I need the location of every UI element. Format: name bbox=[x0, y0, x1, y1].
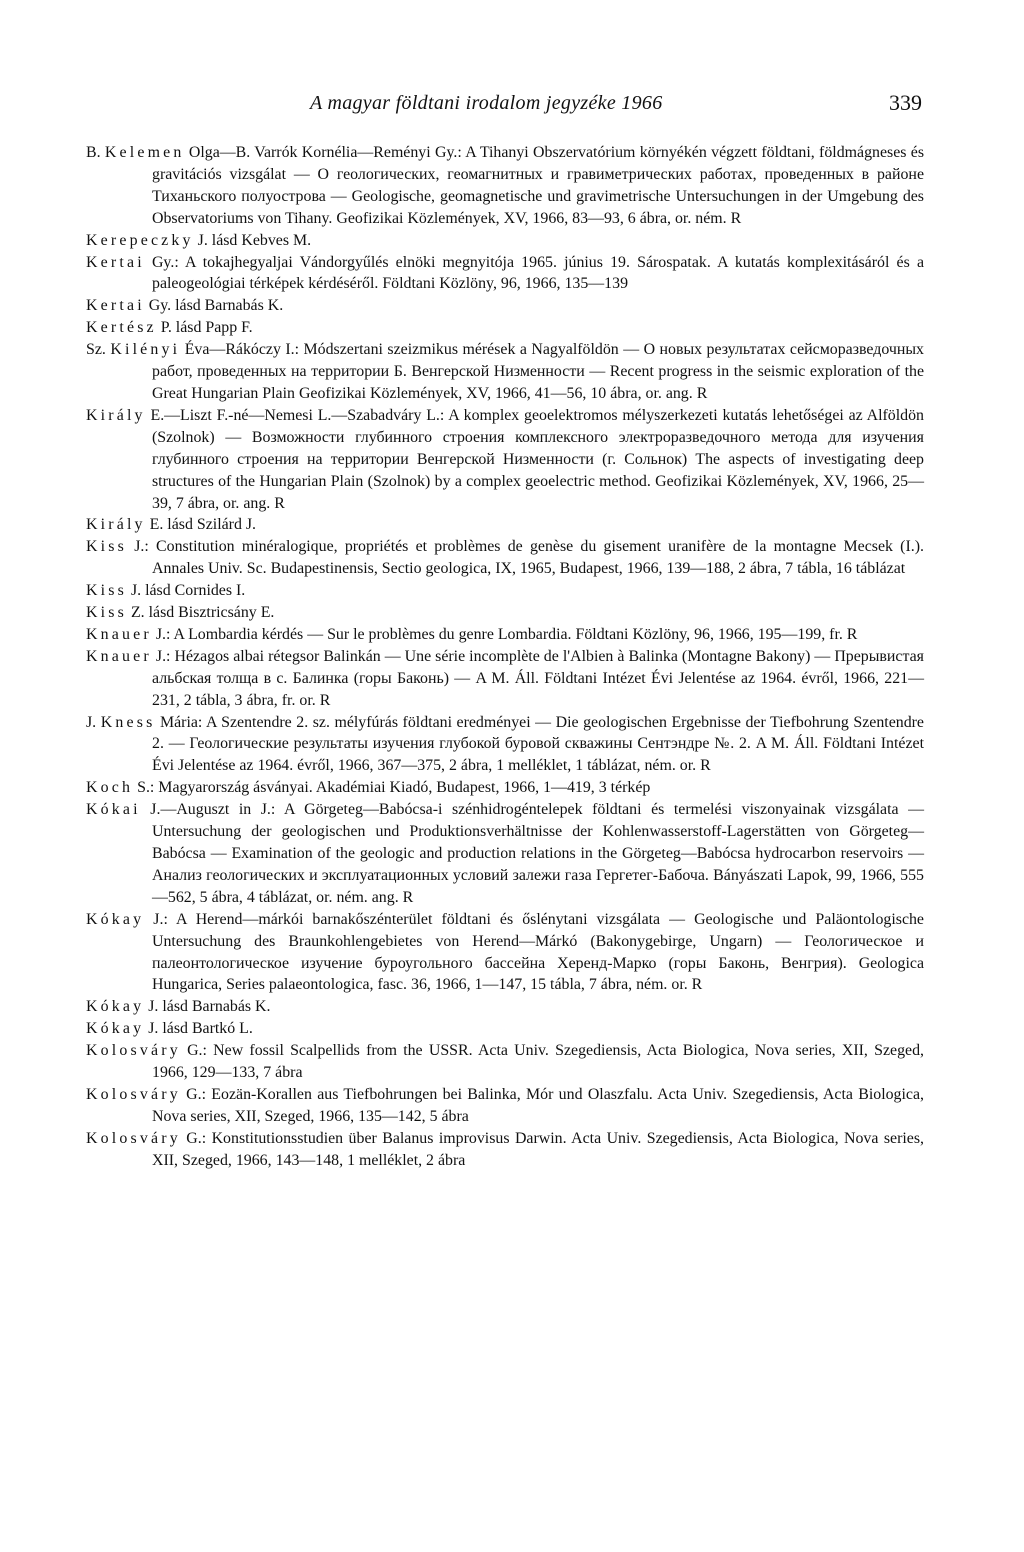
entry-author: Kelemen bbox=[104, 144, 185, 161]
bibliography-entry bbox=[86, 295, 924, 317]
bibliography-entry bbox=[86, 536, 924, 580]
entry-text: J. lásd Barnabás K. bbox=[144, 998, 271, 1016]
bibliography-entry bbox=[86, 646, 924, 712]
entry-prefix: J. bbox=[86, 713, 101, 731]
entry-text: J. lásd Kebves M. bbox=[193, 231, 312, 249]
entry-author: Kilényi bbox=[110, 341, 181, 359]
entry-author: Kolosváry bbox=[86, 1085, 181, 1103]
entry-author: Kiss bbox=[86, 582, 127, 600]
entry-author: Knauer bbox=[86, 647, 152, 665]
entry-text: Mária: A Szentendre 2. sz. mélyfúrás földtani eredményei — Die geologischen Ergebnisse der Tiefbohrung Szentendre 2. — Геологические результаты изучения глубокой буровой скважины Сентэндре №. 2. A M. Áll. Földtani Intézet Évi Jelentése az 1964. évről, 1966, 367—375, 2 ábra, 1 melléklet, 1 táblázat, ném. or. R bbox=[152, 713, 924, 775]
bibliography-entry bbox=[86, 1084, 924, 1128]
entry-author: Kertész bbox=[86, 319, 157, 337]
bibliography-entry bbox=[86, 514, 924, 536]
bibliography-entry bbox=[86, 624, 924, 646]
entry-text: Olga—B. Varrók Kornélia—Reményi Gy.: A Tihanyi Obszervatórium környékén végzett földtani, földmágneses és gravitációs vizsgálat — О геологических, геомагнитных и гравиметрических работах, проведенных в районе Тиханьского полуострова — Geologische, geomagnetische und gravimetrische Untersuchungen in der Umgebung des Observatoriums von Tihany. Geofizikai Közlemények, XV, 1966, 83—93, 6 ábra, or. ném. R bbox=[152, 144, 924, 227]
bibliography-entry bbox=[86, 996, 924, 1018]
entry-author: Kókai bbox=[86, 801, 141, 819]
entry-author: Kerepeczky bbox=[86, 231, 194, 249]
bibliography-entry bbox=[86, 252, 924, 296]
entry-text: Z. lásd Bisztricsány E. bbox=[126, 604, 275, 622]
entry-author: Kness bbox=[100, 713, 156, 731]
bibliography-entry bbox=[86, 580, 924, 602]
entry-author: Kiss bbox=[86, 604, 127, 622]
bibliography-entries bbox=[86, 142, 924, 1172]
entry-prefix: Sz. bbox=[86, 341, 111, 359]
bibliography-entry bbox=[86, 317, 924, 339]
entry-author: Kókay bbox=[86, 910, 145, 928]
entry-author: Knauer bbox=[86, 625, 152, 643]
entry-text: J.: A Lombardia kérdés — Sur le problèmes du genre Lombardia. Földtani Közlöny, 96, 1966, 195—199, fr. R bbox=[151, 625, 858, 643]
bibliography-entry bbox=[86, 142, 924, 230]
page-number: 339 bbox=[889, 90, 922, 115]
entry-text: J.: A Herend—márkói barnakőszénterület földtani és őslénytani vizsgálata — Geologische und Paläontologische Untersuchung des Braunkohlengebietes von Herend—Márkó (Bakonygebirge, Ungarn) — Геологическое и палеонтологическое изучение буроугольного бассейна Херенд-Марко (горы Баконь, Венгрия). Geologica Hungarica, Series palaeontologica, fasc. 36, 1966, 1—147, 15 tábla, 7 ábra, ném. or. R bbox=[144, 910, 924, 994]
bibliography-entry bbox=[86, 712, 924, 778]
entry-text: G.: New fossil Scalpellids from the USSR. Acta Univ. Szegediensis, Acta Biologica, Nova series, XII, Szeged, 1966, 129—133, 7 ábra bbox=[152, 1042, 924, 1082]
entry-author: Kolosváry bbox=[86, 1129, 181, 1147]
entry-text: Gy. lásd Barnabás K. bbox=[144, 297, 284, 315]
entry-text: J.—Auguszt in J.: A Görgeteg—Babócsa-i szénhidrogéntelepek földtani és termelési viszonyainak vizsgálata — Untersuchung der geologischen und Produktionsverhältnisse der Kohlenwasserstoff-Lagerstätten von Görgeteg—Babócsa — Examination of the geologic and production relations in the Görgeteg—Babócsa hydrocarbon reservoirs — Анализ геологических и эксплуатационных условий залежи газа Гергетег-Бабоча. Bányászati Lapok, 99, 1966, 555—562, 5 ábra, 4 táblázat, or. ném. ang. R bbox=[140, 801, 924, 906]
bibliography-entry bbox=[86, 799, 924, 909]
entry-author: Kiss bbox=[86, 538, 127, 556]
entry-text: J.: Hézagos albai rétegsor Balinkán — Une série incomplète de l'Albien à Balinka (Montagne Bakony) — Прерывистая альбская толща в с. Балинка (горы Баконь) — A M. Áll. Földtani Intézet Évi Jelentése az 1964. évről, 1966, 221—231, 2 tábla, 3 ábra, fr. or. R bbox=[151, 647, 924, 709]
bibliography-entry bbox=[86, 339, 924, 405]
entry-author: Koch bbox=[86, 779, 134, 797]
entry-author: Kolosváry bbox=[86, 1042, 181, 1060]
entry-text: P. lásd Papp F. bbox=[156, 319, 253, 337]
entry-author: Király bbox=[86, 516, 146, 534]
running-title: A magyar földtani irodalom jegyzéke 1966 bbox=[310, 92, 663, 114]
bibliography-entry bbox=[86, 1018, 924, 1040]
entry-text: Éva—Rákóczy I.: Módszertani szeizmikus mérések a Nagyalföldön — О новых результатах сейсморазведочных работ, проведенных на территории Б. Венгерской Низменности — Recent progress in the seismic exploration of the Great Hungarian Plain Geofizikai Közlemények, XV, 1966, 41—56, 10 ábra, or. ang. R bbox=[152, 341, 924, 402]
entry-author: Kókay bbox=[86, 998, 145, 1016]
bibliography-entry bbox=[86, 230, 924, 252]
entry-text: G.: Eozän-Korallen aus Tiefbohrungen bei Balinka, Mór und Olaszfalu. Acta Univ. Szegediensis, Acta Biologica, Nova series, XII, Szeged, 1966, 135—142, 5 ábra bbox=[152, 1085, 924, 1125]
entry-text: Gy.: A tokajhegyaljai Vándorgyűlés elnöki megnyitója 1965. június 19. Sárospatak. A kutatás komplexitásáról és a paleogeológiai térképek kérdéséről. Földtani Közlöny, 96, 1966, 135—139 bbox=[144, 253, 924, 293]
entry-text: S.: Magyarország ásványai. Akadémiai Kiadó, Budapest, 1966, 1—419, 3 térkép bbox=[133, 779, 651, 797]
bibliography-entry bbox=[86, 602, 924, 624]
entry-text: J. lásd Bartkó L. bbox=[144, 1020, 253, 1038]
entry-author: Király bbox=[86, 406, 146, 424]
entry-author: Kókay bbox=[86, 1020, 145, 1038]
entry-prefix: B. bbox=[86, 144, 105, 161]
entry-text: E. lásd Szilárd J. bbox=[145, 516, 257, 534]
entry-text: G.: Konstitutionsstudien über Balanus improvisus Darwin. Acta Univ. Szegediensis, Acta Biologica, Nova series, XII, Szeged, 1966, 143—148, 1 melléklet, 2 ábra bbox=[152, 1129, 924, 1169]
bibliography-entry bbox=[86, 1128, 924, 1172]
entry-text: J. lásd Cornides I. bbox=[126, 582, 246, 600]
entry-text: J.: Constitution minéralogique, propriétés et problèmes de genèse du gisement uranifère de la montagne Mecsek (I.). Annales Univ. Sc. Budapestinensis, Sectio geologica, IX, 1965, Budapest, 1966, 139—188, 2 ábra, 7 tábla, 16 táblázat bbox=[126, 538, 924, 578]
entry-author: Kertai bbox=[86, 297, 145, 315]
bibliography-entry bbox=[86, 909, 924, 997]
bibliography-entry bbox=[86, 1040, 924, 1084]
entry-author: Kertai bbox=[86, 253, 145, 271]
bibliography-entry bbox=[86, 777, 924, 799]
page-header bbox=[310, 88, 922, 122]
bibliography-entry bbox=[86, 405, 924, 515]
entry-text: E.—Liszt F.-né—Nemesi L.—Szabadváry L.: A komplex geoelektromos mélyszerkezeti kutatás lehetőségei az Alföldön (Szolnok) — Возможности глубинного строения комплексного электроразведочного метода для изучения глубинного строения на территории Венгерской Низменности (г. Сольнок) The aspects of investigating deep structures of the Hungarian Plain (Szolnok) by a complex geoelectric method. Geofizikai Közlemények, XV, 1966, 25—39, 7 ábra, or. ang. R bbox=[145, 406, 924, 512]
